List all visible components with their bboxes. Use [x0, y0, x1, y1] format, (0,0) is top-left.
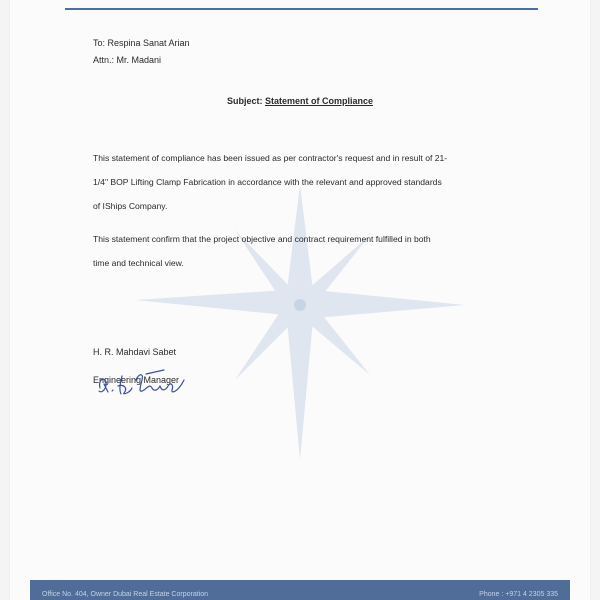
footer-bar: [30, 580, 570, 600]
paragraph-line: 1/4" BOP Lifting Clamp Fabrication in accordance with the relevant and approved standards: [93, 177, 442, 187]
header-rule: [65, 8, 538, 10]
subject-prefix: Subject:: [226, 96, 265, 106]
paragraph-line: of IShips Company.: [93, 201, 168, 211]
paragraph-line: This statement of compliance has been issued as per contractor's request and in result of 21-: [93, 153, 448, 163]
subject-title: Statement of Compliance: [264, 96, 374, 106]
footer-phone: Phone : +971 4 2305 335: [479, 591, 558, 598]
signer-name: H. R. Mahdavi Sabet: [93, 347, 177, 357]
paragraph-line: This statement confirm that the project objective and contract requirement fulfilled in both: [93, 234, 431, 244]
signer-title: Engineering Manager: [93, 375, 180, 385]
confirmation-paragraph: [93, 233, 518, 281]
attention-line: Attn.: Mr. Madani: [93, 55, 162, 65]
handwritten-signature: [94, 366, 194, 402]
paragraph-line: time and technical view.: [93, 258, 184, 268]
recipient-line: To: Respina Sanat Arian: [93, 38, 190, 48]
subject-line: [0, 95, 600, 107]
footer-address: Office No. 404, Owner Dubai Real Estate Corporation: [42, 591, 209, 598]
compliance-paragraph: [93, 152, 518, 224]
